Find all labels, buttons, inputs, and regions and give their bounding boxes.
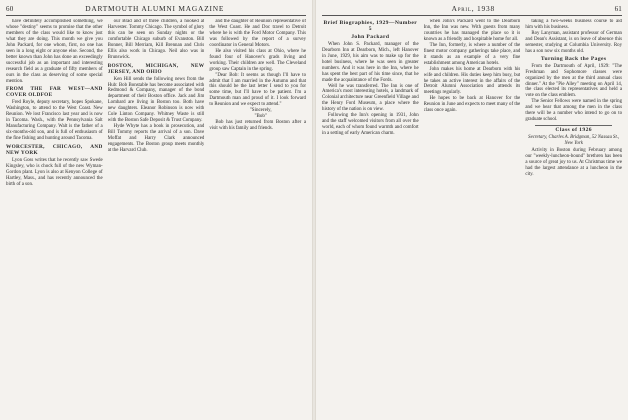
paragraph: Following the Inn's opening in 1931, John and the staff welcomed visitors from all over the world, each of whom found warmth and comfort in a setting of early American charm.	[322, 113, 419, 137]
section-heading: Turning Back the Pages	[540, 55, 607, 62]
letter-text: "Dear Bob: It seems as though I'll have to admit that I am married in the Autumn and that this should be the last letter I send to you for some time, but I'll have to be patient. I'm a Dartmouth man and proud of it. I look forward to Reunion and we expect to attend."	[209, 72, 307, 108]
letter-signoff: "Sincerely,	[249, 108, 272, 114]
magazine-title: DARTMOUTH ALUMNI MAGAZINE	[85, 4, 225, 13]
paragraph: our Brad and of three children, a hooked at Harvester. Tommy Chicago. The symbol of glory this can be seen on Sunday nights or the comfortable Chicago suburb of Evanston. Bill Bonner, Bill Merriam, Kill Brennan and Chris Ellis also work in Chicago. Neil also was in Brunswick.	[107, 19, 205, 60]
class-secretary: Secretary, Charles A. Bridgman, 52 Nassau St., New York	[528, 135, 620, 147]
paragraph: When John S. Packard, manager of the Dearborn Inn at Dearborn, Mich., left Hanover in June, 1929, his aim was to make up for the hotel business, where he was seen in greater numbers. And it was here in the Inn, where he has spent the best part of his time since, that he made the acquaintance of the Fords.	[322, 41, 419, 83]
paragraph: The Inn, formerly, is where a number of the finest motor company gatherings take place, and it stands as an example of a very fine establishment among American hotels.	[423, 42, 521, 66]
paragraph: Well he was transferred. The Inn is one of America's most interesting hotels, a landmark of Colonial architecture near Greenfield Village and the Henry Ford Museum, a place where the history of the nation is on view.	[322, 83, 419, 113]
column	[424, 19, 521, 417]
paragraph: The Senior Fellows were named in the spring and we hear that among the men in the class there will be a number who intend to go on to graduate school.	[525, 99, 623, 123]
section-heading: BOSTON, MICHIGAN, NEW JERSEY, AND OHIO	[107, 62, 205, 75]
section-heading: FROM THE FAR WEST—AND COVER OLDFOE	[6, 86, 103, 99]
paragraph: He also visited his class at Ohio, where he found four of Hanover's grads living and working. Their children are well. The Cleveland group saw Captain in the spring.	[209, 48, 307, 72]
column	[209, 19, 306, 417]
paragraph: Fred Royle, deputy secretary, hopes Spokane, Washington, to attend to the West Coast. New Reunion. We lost Francisco last year and is now in Tacoma. Wash., with the Pennsylvania Salt Manufacturing Company. Walt is the father of a six-months-old son, and is full of enthusiasm of the fine fishing and hunting around Tacoma.	[6, 100, 103, 142]
paragraph: He hopes to be back at Hanover for the Reunion in June and expects to meet many of the class once again.	[423, 96, 521, 114]
paragraph: Hyde Whyte has a book in prosecution, and Bill Tommy reports the arrival of a son. Dave Moffat and Harry Clark announced engagements. The Boston group meets monthly at the Harvard Club.	[107, 124, 205, 154]
class-heading: Class of 1926	[555, 127, 592, 134]
paragraph: Lyon Goss writes that he recently saw Swede Kingsley, who is chock full of the new Wyman-Gordon plant. Lyon is also at Kenyon College of Hartley, Mass., and has recently announced the birth of a son.	[6, 157, 103, 187]
running-header-right	[322, 4, 622, 16]
paragraph: and the daughter of Reunion representative of the West Coast. He and Doc travel to Detroit where he is with the Ford Motor Company. This was followed by the report of a survey coordinator in General Motors.	[209, 19, 307, 48]
issue-date: April, 1938	[451, 4, 496, 13]
column	[525, 19, 622, 417]
left-page	[0, 0, 312, 420]
paragraph: Bob has just returned from Boston after a visit with his family and friends.	[209, 120, 307, 132]
paragraph: John makes his home at Dearborn with his wife and children. His duties keep him busy, but he takes an active interest in the affairs of the Detroit Alumni Association and attends its meetings regularly.	[423, 66, 521, 96]
divider	[535, 125, 612, 126]
section-heading: WORCESTER, CHICAGO, AND NEW YORK	[6, 144, 103, 157]
column	[6, 19, 103, 417]
paragraph: when John's Packard went to the Dearborn Inn, the Inn was new. With guests from many countries he has managed the place so it is known as a friendly and hospitable home for all.	[423, 19, 521, 42]
paragraph: taking a two-weeks business course to aid him with his business.	[525, 19, 623, 30]
paragraph: From the Dartmouth of April, 1929: "The Freshman and Sophomore classes were organized by the men at the third annual class dinner." At the "Pie Alley" meeting on April 14, the class elected its representatives and held a vote on the class emblem.	[525, 63, 623, 99]
paragraph: Roy Lanyman, assistant professor of German and Dean's Assistant, is on leave of absence this semester, studying at Columbia University. Roy has a son now six months old.	[525, 30, 623, 54]
article-heading: Brief Biographies, 1929—Number 5	[323, 20, 418, 32]
column	[108, 19, 205, 417]
paragraph: Activity in Boston during February among our "weekly-luncheon-bound" brethren has been a source of great joy to us. At Christmas time we had the largest attendance at a luncheon in the city.	[525, 148, 623, 177]
article-subheading: John Packard	[351, 33, 390, 40]
letter-signature: "Bob"	[254, 114, 267, 120]
left-columns	[6, 19, 306, 417]
page-number: 60	[6, 5, 14, 13]
page-number: 61	[614, 5, 622, 13]
column	[322, 19, 419, 417]
right-columns	[322, 19, 622, 417]
right-page	[316, 0, 628, 420]
paragraph: Ken Hill sends the following news from the Hub: Bob Bonstable has become associated with Redmond & Company, manager of the bond department of their Boston office. Jack and Jim Lombard are living in Boston too. Both have new daughters. Eleanor Robinson is now with Cole Linton Company. Whitney Waste is still with the Boston Safe Deposit & Trust Company.	[107, 76, 205, 124]
running-header-left	[6, 4, 306, 16]
paragraph: have definitely accomplished something, we whose "destiny" seems to promise that the other members of the class would like to know just what they are doing. This month we give you John Packard, for one whom, first, no one has seen in a long eight or anyone else. Second, the better known than John has done an exceedingly successful job as an important and interesting research field as a graduate of fifty members of ours in the class as deserving of some special mention.	[6, 19, 103, 84]
